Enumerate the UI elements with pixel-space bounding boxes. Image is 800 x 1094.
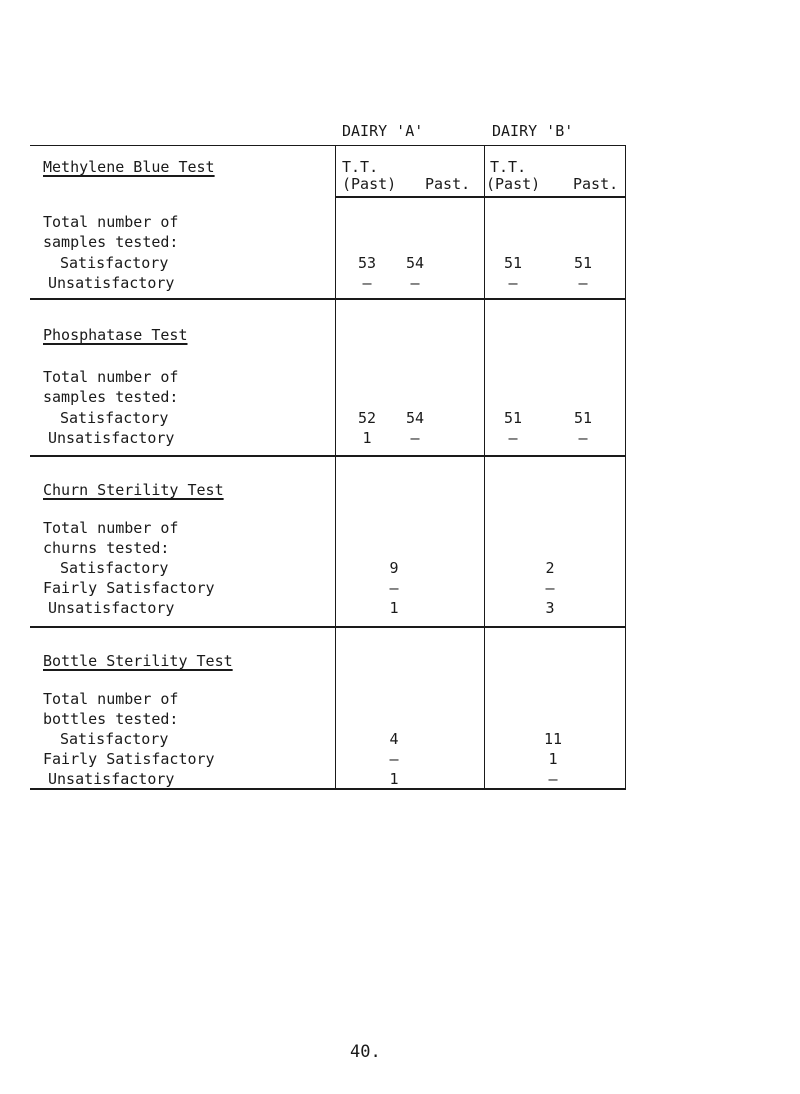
column-divider-b <box>484 145 485 790</box>
table-right-border <box>625 145 626 790</box>
methylene-b-past-sat: 51 <box>573 254 593 272</box>
bottle-satisfactory-label: Satisfactory <box>60 730 169 748</box>
phosphatase-b-past-unsat: – <box>578 429 588 447</box>
bottle-title: Bottle Sterility Test <box>43 652 233 670</box>
methylene-b-tt-sat: 51 <box>503 254 523 272</box>
phosphatase-a-tt-sat: 52 <box>357 409 377 427</box>
table-bottom-border <box>30 788 626 790</box>
phosphatase-b-tt-unsat: – <box>508 429 518 447</box>
churn-a-sat: 9 <box>389 559 399 577</box>
bottle-unsatisfactory-label: Unsatisfactory <box>48 770 175 788</box>
phosphatase-a-tt-unsat: 1 <box>362 429 372 447</box>
column-divider-a <box>335 145 336 790</box>
b-tt-label: T.T. <box>490 158 527 176</box>
phosphatase-title: Phosphatase Test <box>43 326 188 344</box>
churn-unsatisfactory-label: Unsatisfactory <box>48 599 175 617</box>
churn-total-line1: Total number of <box>43 519 179 537</box>
churn-a-fair: – <box>389 579 399 597</box>
churn-title: Churn Sterility Test <box>43 481 224 499</box>
churn-b-unsat: 3 <box>545 599 555 617</box>
phosphatase-unsatisfactory-label: Unsatisfactory <box>48 429 175 447</box>
methylene-a-past-sat: 54 <box>405 254 425 272</box>
a-tt-label: T.T. <box>342 158 379 176</box>
churn-b-sat: 2 <box>545 559 555 577</box>
churn-total-line2: churns tested: <box>43 539 170 557</box>
churn-b-fair: – <box>545 579 555 597</box>
phosphatase-b-tt-sat: 51 <box>503 409 523 427</box>
methylene-a-past-unsat: – <box>410 274 420 292</box>
methylene-a-tt-unsat: – <box>362 274 372 292</box>
phosphatase-total-line1: Total number of <box>43 368 179 386</box>
bottle-a-fair: – <box>389 750 399 768</box>
methylene-b-tt-unsat: – <box>508 274 518 292</box>
bottle-a-sat: 4 <box>389 730 399 748</box>
phosphatase-a-past-unsat: – <box>410 429 420 447</box>
page-number: 40. <box>350 1042 381 1062</box>
b-past-label: Past. <box>573 175 619 193</box>
bottle-b-unsat: – <box>548 770 558 788</box>
methylene-satisfactory-label: Satisfactory <box>60 254 169 272</box>
dairy-a-header: DAIRY 'A' <box>342 122 424 140</box>
churn-satisfactory-label: Satisfactory <box>60 559 169 577</box>
methylene-total-line2: samples tested: <box>43 233 179 251</box>
methylene-total-line1: Total number of <box>43 213 179 231</box>
b-past-paren-label: (Past) <box>486 175 541 193</box>
a-past-label: Past. <box>425 175 471 193</box>
churn-a-unsat: 1 <box>389 599 399 617</box>
methylene-b-past-unsat: – <box>578 274 588 292</box>
bottle-b-sat: 11 <box>543 730 563 748</box>
a-past-paren-label: (Past) <box>342 175 397 193</box>
section-divider-3 <box>30 626 626 628</box>
bottle-b-fair: 1 <box>548 750 558 768</box>
churn-fairly-label: Fairly Satisfactory <box>43 579 215 597</box>
phosphatase-total-line2: samples tested: <box>43 388 179 406</box>
phosphatase-satisfactory-label: Satisfactory <box>60 409 169 427</box>
phosphatase-b-past-sat: 51 <box>573 409 593 427</box>
bottle-a-unsat: 1 <box>389 770 399 788</box>
methylene-title: Methylene Blue Test <box>43 158 215 176</box>
phosphatase-a-past-sat: 54 <box>405 409 425 427</box>
header-bottom-border <box>335 196 626 198</box>
methylene-unsatisfactory-label: Unsatisfactory <box>48 274 175 292</box>
bottle-total-line1: Total number of <box>43 690 179 708</box>
methylene-a-tt-sat: 53 <box>357 254 377 272</box>
dairy-b-header: DAIRY 'B' <box>492 122 574 140</box>
section-divider-2 <box>30 455 626 457</box>
table-top-border <box>30 145 626 146</box>
bottle-total-line2: bottles tested: <box>43 710 179 728</box>
section-divider-1 <box>30 298 626 300</box>
bottle-fairly-label: Fairly Satisfactory <box>43 750 215 768</box>
